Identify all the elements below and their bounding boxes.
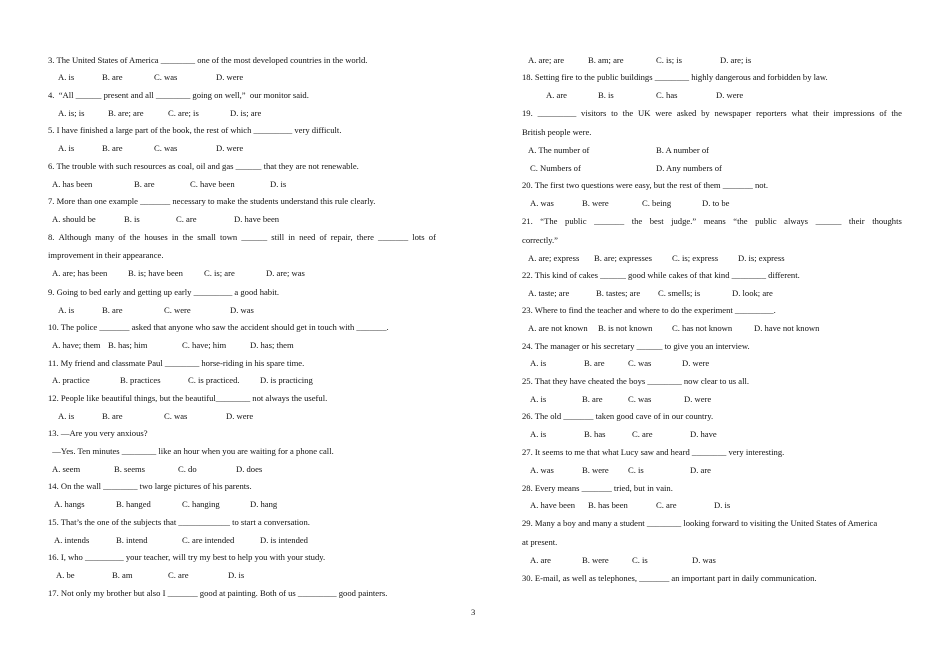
answer-option: D. is <box>270 179 287 189</box>
answer-option: B. practices <box>120 375 161 385</box>
question-line: 25. That they have cheated the boys ________ now clear to us all. <box>522 376 750 386</box>
answer-option: B. is <box>124 214 140 224</box>
answer-option: A. is <box>58 411 75 421</box>
answer-option: B. am <box>112 570 133 580</box>
answer-option: B. are; expresses <box>594 253 652 263</box>
answer-option: C. was <box>628 358 652 368</box>
answer-option: B. seems <box>114 464 146 474</box>
answer-option: C. is; are <box>204 268 235 278</box>
answer-option: C. is <box>628 465 644 475</box>
answer-option: D. have been <box>234 214 280 224</box>
answer-option: D. is <box>714 500 731 510</box>
answer-option: A. seem <box>52 464 81 474</box>
answer-option: D. look; are <box>732 288 773 298</box>
answer-option: D. was <box>692 555 716 565</box>
answer-option: C. are; is <box>168 108 199 118</box>
answer-option: C. being <box>642 198 672 208</box>
answer-option: C. do <box>178 464 197 474</box>
answer-option: B. has been <box>588 500 628 510</box>
question-line: 26. The old _______ taken good cave of in our country. <box>522 411 714 421</box>
answer-option: C. was <box>628 394 652 404</box>
answer-option: D. to be <box>702 198 730 208</box>
answer-option: D. has; them <box>250 340 294 350</box>
answer-option: B. intend <box>116 535 148 545</box>
question-line: 10. The police _______ asked that anyone who saw the accident should get in touch with _______. <box>48 322 389 332</box>
answer-option: A. is <box>530 394 547 404</box>
question-line: 16. I, who _________ your teacher, will try my best to help you with your study. <box>48 552 326 562</box>
question-line: improvement in their appearance. <box>48 250 164 260</box>
answer-option: C. is <box>632 555 648 565</box>
question-line: 29. Many a boy and many a student ________ looking forward to visiting the United States of America <box>522 518 878 528</box>
answer-option: D. does <box>236 464 263 474</box>
answer-option: A. was <box>530 465 554 475</box>
question-line: 27. It seems to me that what Lucy saw and heard ________ very interesting. <box>522 447 785 457</box>
answer-option: A. is <box>530 358 547 368</box>
answer-option: C. are <box>656 500 677 510</box>
question-line: —Yes. Ten minutes ________ like an hour when you are waiting for a phone call. <box>48 446 334 456</box>
question-line: 30. E-mail, as well as telephones, _______ an important part in daily communication. <box>522 573 817 583</box>
answer-option: D. are <box>690 465 711 475</box>
question-line: 28. Every means _______ tried, but in vain. <box>522 483 673 493</box>
answer-option: A. is; is <box>58 108 85 118</box>
page-number: 3 <box>471 607 476 617</box>
answer-option: D. is intended <box>260 535 308 545</box>
answer-option: B. are <box>134 179 155 189</box>
answer-option: A. is <box>58 305 75 315</box>
question-line: 19. _________ visitors to the UK were asked by newspaper reporters what their impressions of the <box>522 108 902 118</box>
answer-option: D. have not known <box>754 323 820 333</box>
answer-option: D. were <box>716 90 744 100</box>
answer-option: B. has; him <box>108 340 148 350</box>
question-line: 5. I have finished a large part of the book, the rest of which _________ very difficult. <box>48 125 342 135</box>
answer-option: B. were <box>582 465 609 475</box>
answer-option: B. are <box>102 143 123 153</box>
answer-option: B. is <box>598 90 614 100</box>
answer-option: C. are <box>632 429 653 439</box>
question-line: at present. <box>522 537 558 547</box>
answer-option: B. hanged <box>116 499 151 509</box>
answer-option: A. have; them <box>52 340 101 350</box>
answer-option: A. are; express <box>528 253 580 263</box>
answer-option: A. should be <box>52 214 96 224</box>
answer-option: B. are; are <box>108 108 144 118</box>
question-line: 9. Going to bed early and getting up early _________ a good habit. <box>48 287 280 297</box>
question-line: 11. My friend and classmate Paul ________ horse-riding in his spare time. <box>48 358 305 368</box>
answer-option: A. taste; are <box>528 288 570 298</box>
question-line: 23. Where to find the teacher and where to do the experiment _________. <box>522 305 776 315</box>
question-line: 3. The United States of America ________ one of the most developed countries in the world. <box>48 55 368 65</box>
answer-option: B. is not known <box>598 323 653 333</box>
answer-option: C. is; express <box>672 253 719 263</box>
answer-option: A. are; has been <box>52 268 108 278</box>
question-line: 13. —Are you very anxious? <box>48 428 148 438</box>
answer-option: D. were <box>226 411 254 421</box>
answer-option: B. tastes; are <box>596 288 641 298</box>
answer-option: A. are <box>530 555 551 565</box>
answer-option: D. are; is <box>720 55 752 65</box>
answer-option: C. Numbers of <box>530 163 581 173</box>
answer-option: C. are <box>176 214 197 224</box>
answer-option: D. were <box>216 143 244 153</box>
answer-option: A. have been <box>530 500 576 510</box>
answer-option: B. are <box>102 72 123 82</box>
answer-option: A. are not known <box>528 323 588 333</box>
answer-option: B. are <box>102 305 123 315</box>
question-line: 8. Although many of the houses in the small town ______ still in need of repair, there _______ lots of <box>48 232 436 242</box>
answer-option: B. are <box>102 411 123 421</box>
answer-option: D. hang <box>250 499 278 509</box>
answer-option: A. are <box>546 90 567 100</box>
answer-option: A. intends <box>54 535 90 545</box>
question-line: 18. Setting fire to the public buildings ________ highly dangerous and forbidden by law. <box>522 72 828 82</box>
answer-option: D. were <box>682 358 710 368</box>
answer-option: C. are intended <box>182 535 235 545</box>
answer-option: D. are; was <box>266 268 305 278</box>
answer-option: C. was <box>154 143 178 153</box>
question-line: 4. “All ______ present and all ________ going on well,” our monitor said. <box>48 90 309 100</box>
answer-option: B. am; are <box>588 55 624 65</box>
answer-option: D. have <box>690 429 717 439</box>
answer-option: A. hangs <box>54 499 85 509</box>
answer-option: C. were <box>164 305 191 315</box>
answer-option: A. practice <box>52 375 90 385</box>
answer-option: C. are <box>168 570 189 580</box>
answer-option: C. smells; is <box>658 288 701 298</box>
answer-option: C. hanging <box>182 499 220 509</box>
answer-option: B. is; have been <box>128 268 183 278</box>
answer-option: C. was <box>154 72 178 82</box>
answer-option: C. is practiced. <box>188 375 240 385</box>
answer-option: A. The number of <box>528 145 590 155</box>
answer-option: D. is <box>228 570 245 580</box>
answer-option: B. A number of <box>656 145 709 155</box>
answer-option: D. were <box>216 72 244 82</box>
answer-option: A. has been <box>52 179 93 189</box>
question-line: 7. More than one example _______ necessary to make the students understand this rule clearly. <box>48 196 376 206</box>
answer-option: B. are <box>584 358 605 368</box>
question-line: 14. On the wall ________ two large pictures of his parents. <box>48 481 252 491</box>
answer-option: D. were <box>684 394 712 404</box>
question-line: 24. The manager or his secretary ______ to give you an interview. <box>522 341 750 351</box>
answer-option: A. is <box>58 72 75 82</box>
question-line: 20. The first two questions were easy, but the rest of them _______ not. <box>522 180 769 190</box>
question-line: 15. That’s the one of the subjects that ____________ to start a conversation. <box>48 517 310 527</box>
question-line: 6. The trouble with such resources as coal, oil and gas ______ that they are not renewable. <box>48 161 359 171</box>
question-line: 22. This kind of cakes ______ good while cakes of that kind ________ different. <box>522 270 800 280</box>
answer-option: C. have; him <box>182 340 227 350</box>
answer-option: C. has <box>656 90 678 100</box>
answer-option: C. have been <box>190 179 235 189</box>
answer-option: D. Any numbers of <box>656 163 722 173</box>
answer-option: D. is; express <box>738 253 785 263</box>
answer-option: A. be <box>56 570 75 580</box>
question-line: 17. Not only my brother but also I _______ good at painting. Both of us _________ good painters. <box>48 588 388 598</box>
answer-option: C. has not known <box>672 323 733 333</box>
answer-option: B. were <box>582 555 609 565</box>
question-line: 21. “The public _______ the best judge.” means “the public always ______ their thoughts <box>522 216 902 226</box>
answer-option: A. is <box>58 143 75 153</box>
answer-option: B. were <box>582 198 609 208</box>
answer-option: D. is practicing <box>260 375 313 385</box>
answer-option: C. was <box>164 411 188 421</box>
question-line: 12. People like beautiful things, but the beautiful________ not always the useful. <box>48 393 328 403</box>
answer-option: D. was <box>230 305 254 315</box>
answer-option: C. is; is <box>656 55 683 65</box>
answer-option: B. has <box>584 429 606 439</box>
question-line: British people were. <box>522 127 592 137</box>
answer-option: D. is; are <box>230 108 262 118</box>
answer-option: B. are <box>582 394 603 404</box>
question-line: correctly.” <box>522 235 558 245</box>
answer-option: A. are; are <box>528 55 565 65</box>
answer-option: A. is <box>530 429 547 439</box>
answer-option: A. was <box>530 198 554 208</box>
